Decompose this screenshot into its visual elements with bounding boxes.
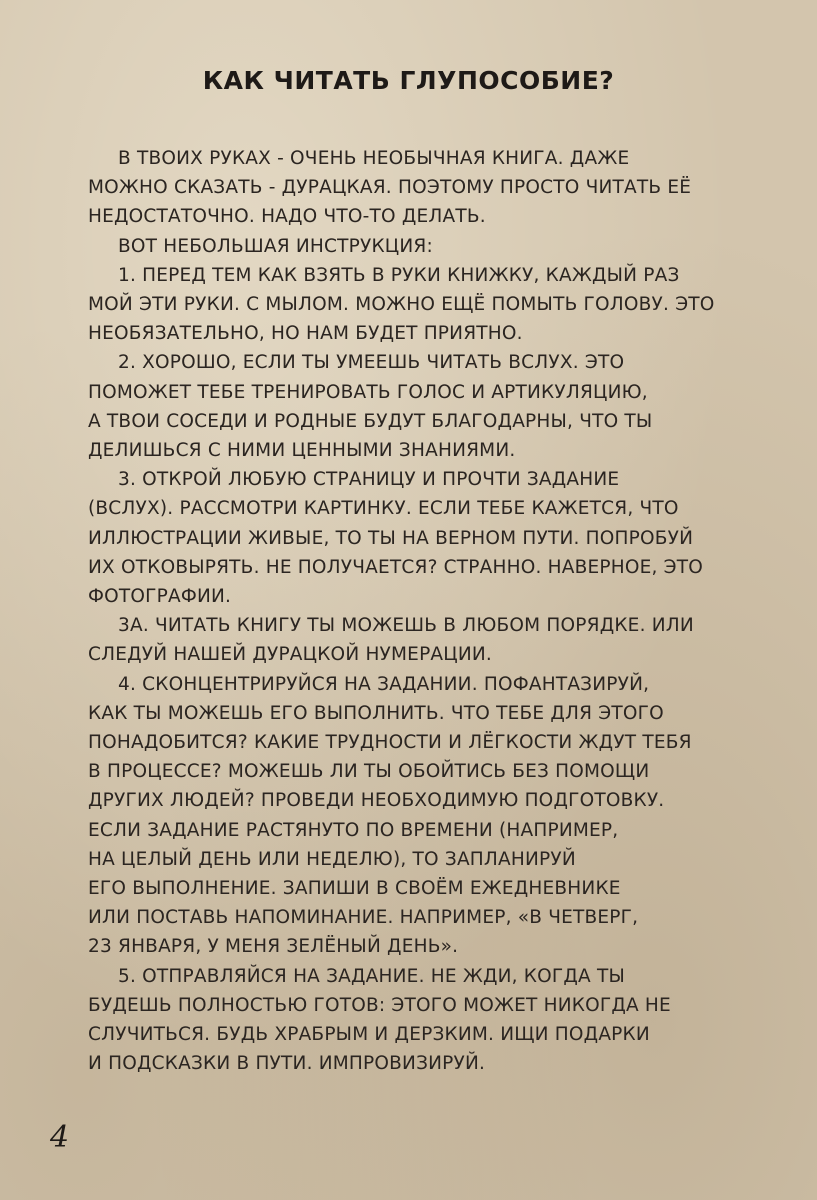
text-line: А ТВОИ СОСЕДИ И РОДНЫЕ БУДУТ БЛАГОДАРНЫ, ЧТО ТЫ <box>88 410 653 432</box>
text-line: И ПОДСКАЗКИ В ПУТИ. ИМПРОВИЗИРУЙ. <box>88 1053 486 1075</box>
page-number: 4 <box>50 1120 70 1155</box>
text-line: 23 ЯНВАРЯ, У МЕНЯ ЗЕЛЁНЫЙ ДЕНЬ». <box>88 936 459 958</box>
text-line: ЕСЛИ ЗАДАНИЕ РАСТЯНУТО ПО ВРЕМЕНИ (НАПРИМЕР, <box>88 819 619 841</box>
text-line: 3А. ЧИТАТЬ КНИГУ ТЫ МОЖЕШЬ В ЛЮБОМ ПОРЯДКЕ. ИЛИ <box>118 615 694 637</box>
text-line: ПОНАДОБИТСЯ? КАКИЕ ТРУДНОСТИ И ЛЁГКОСТИ ЖДУТ ТЕБЯ <box>88 732 692 754</box>
instructions-text <box>88 144 768 1079</box>
text-line: 2. ХОРОШО, ЕСЛИ ТЫ УМЕЕШЬ ЧИТАТЬ ВСЛУХ. ЭТО <box>118 352 625 374</box>
text-line: 5. ОТПРАВЛЯЙСЯ НА ЗАДАНИЕ. НЕ ЖДИ, КОГДА ТЫ <box>118 965 625 987</box>
text-line: 1. ПЕРЕД ТЕМ КАК ВЗЯТЬ В РУКИ КНИЖКУ, КАЖДЫЙ РАЗ <box>118 264 680 286</box>
text-line: (ВСЛУХ). РАССМОТРИ КАРТИНКУ. ЕСЛИ ТЕБЕ КАЖЕТСЯ, ЧТО <box>88 498 679 520</box>
text-line: НЕОБЯЗАТЕЛЬНО, НО НАМ БУДЕТ ПРИЯТНО. <box>88 323 523 345</box>
text-line: МОЖНО СКАЗАТЬ - ДУРАЦКАЯ. ПОЭТОМУ ПРОСТО ЧИТАТЬ ЕЁ <box>88 177 692 199</box>
text-line: 3. ОТКРОЙ ЛЮБУЮ СТРАНИЦУ И ПРОЧТИ ЗАДАНИЕ <box>118 469 620 491</box>
text-line: ВОТ НЕБОЛЬШАЯ ИНСТРУКЦИЯ: <box>118 235 433 257</box>
text-line: 4. СКОНЦЕНТРИРУЙСЯ НА ЗАДАНИИ. ПОФАНТАЗИРУЙ, <box>118 673 650 695</box>
text-line: ДРУГИХ ЛЮДЕЙ? ПРОВЕДИ НЕОБХОДИМУЮ ПОДГОТОВКУ. <box>88 790 665 812</box>
text-line: НЕДОСТАТОЧНО. НАДО ЧТО-ТО ДЕЛАТЬ. <box>88 206 486 228</box>
text-line: МОЙ ЭТИ РУКИ. С МЫЛОМ. МОЖНО ЕЩЁ ПОМЫТЬ ГОЛОВУ. ЭТО <box>88 294 715 316</box>
text-line: ЕГО ВЫПОЛНЕНИЕ. ЗАПИШИ В СВОЁМ ЕЖЕДНЕВНИКЕ <box>88 878 621 900</box>
text-line: СЛЕДУЙ НАШЕЙ ДУРАЦКОЙ НУМЕРАЦИИ. <box>88 644 493 666</box>
text-line: ПОМОЖЕТ ТЕБЕ ТРЕНИРОВАТЬ ГОЛОС И АРТИКУЛЯЦИЮ, <box>88 381 648 403</box>
text-line: ДЕЛИШЬСЯ С НИМИ ЦЕННЫМИ ЗНАНИЯМИ. <box>88 440 516 462</box>
text-line: ФОТОГРАФИИ. <box>88 586 232 608</box>
text-line: СЛУЧИТЬСЯ. БУДЬ ХРАБРЫМ И ДЕРЗКИМ. ИЩИ ПОДАРКИ <box>88 1024 650 1046</box>
text-line: В ТВОИХ РУКАХ - ОЧЕНЬ НЕОБЫЧНАЯ КНИГА. ДАЖЕ <box>118 148 630 169</box>
page-title: КАК ЧИТАТЬ ГЛУПОСОБИЕ? <box>202 66 615 95</box>
text-line: КАК ТЫ МОЖЕШЬ ЕГО ВЫПОЛНИТЬ. ЧТО ТЕБЕ ДЛЯ ЭТОГО <box>88 702 664 724</box>
text-line: БУДЕШЬ ПОЛНОСТЬЮ ГОТОВ: ЭТОГО МОЖЕТ НИКОГДА НЕ <box>88 994 671 1016</box>
text-line: ИЛЛЮСТРАЦИИ ЖИВЫЕ, ТО ТЫ НА ВЕРНОМ ПУТИ. ПОПРОБУЙ <box>88 527 694 549</box>
text-line: ИХ ОТКОВЫРЯТЬ. НЕ ПОЛУЧАЕТСЯ? СТРАННО. НАВЕРНОЕ, ЭТО <box>88 556 704 578</box>
text-line: НА ЦЕЛЫЙ ДЕНЬ ИЛИ НЕДЕЛЮ), ТО ЗАПЛАНИРУЙ <box>88 848 576 870</box>
text-line: ИЛИ ПОСТАВЬ НАПОМИНАНИЕ. НАПРИМЕР, «В ЧЕТВЕРГ, <box>88 907 639 929</box>
text-line: В ПРОЦЕССЕ? МОЖЕШЬ ЛИ ТЫ ОБОЙТИСЬ БЕЗ ПОМОЩИ <box>88 761 650 783</box>
